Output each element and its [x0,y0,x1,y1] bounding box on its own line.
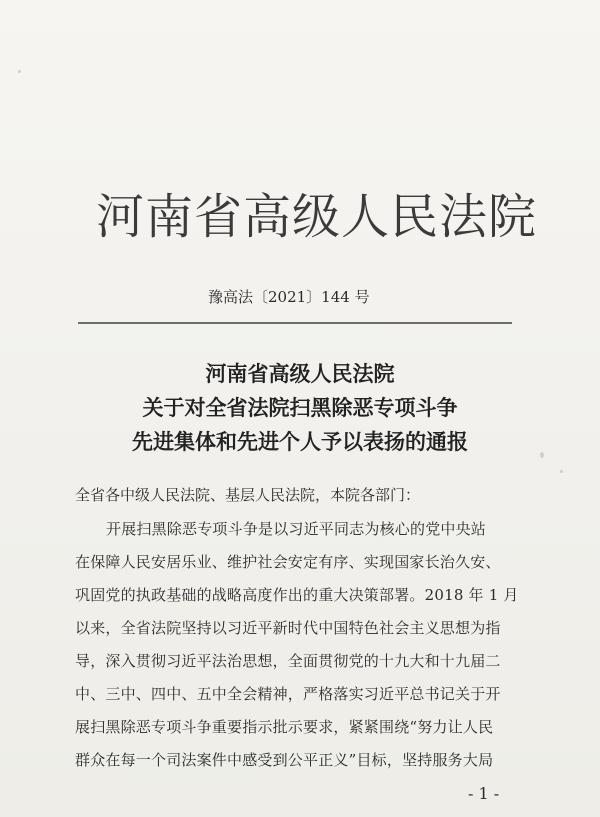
scan-speck [560,470,563,473]
title-line-1: 河南省高级人民法院 [205,362,395,386]
body-text-line: 展扫黑除恶专项斗争重要指示批示要求，紧紧围绕“努力让人民 [75,718,494,736]
body-text-line: 开展扫黑除恶专项斗争是以习近平同志为核心的党中央站 [106,520,487,538]
page-number: - 1 - [468,784,500,803]
body-text-line: 以来，全省法院坚持以习近平新时代中国特色社会主义思想为指 [75,619,501,637]
body-text-line: 在保障人民安居乐业、维护社会安定有序、实现国家长治久安、 [75,553,501,571]
body-text-line: 中、三中、四中、五中全会精神，严格落实习近平总书记关于开 [75,685,501,703]
issuing-agency: 河南省高级人民法院 [96,189,538,245]
salutation: 全省各中级人民法院、基层人民法院，本院各部门： [75,486,421,504]
body-text-line: 巩固党的执政基础的战略高度作出的重大决策部署。2018 年 1 月 [75,586,519,604]
scan-speck [18,70,21,73]
body-text-line: 群众在每一个司法案件中感受到公平正义”目标，坚持服务大局 [75,751,494,769]
document-number: 豫高法〔2021〕144 号 [208,288,370,306]
title-line-3: 先进集体和先进个人予以表扬的通报 [132,430,468,454]
title-line-2: 关于对全省法院扫黑除恶专项斗争 [142,396,458,420]
scan-speck [540,452,544,458]
body-text-line: 导，深入贯彻习近平法治思想，全面贯彻党的十九大和十九届二 [75,652,501,670]
header-divider [78,322,512,324]
